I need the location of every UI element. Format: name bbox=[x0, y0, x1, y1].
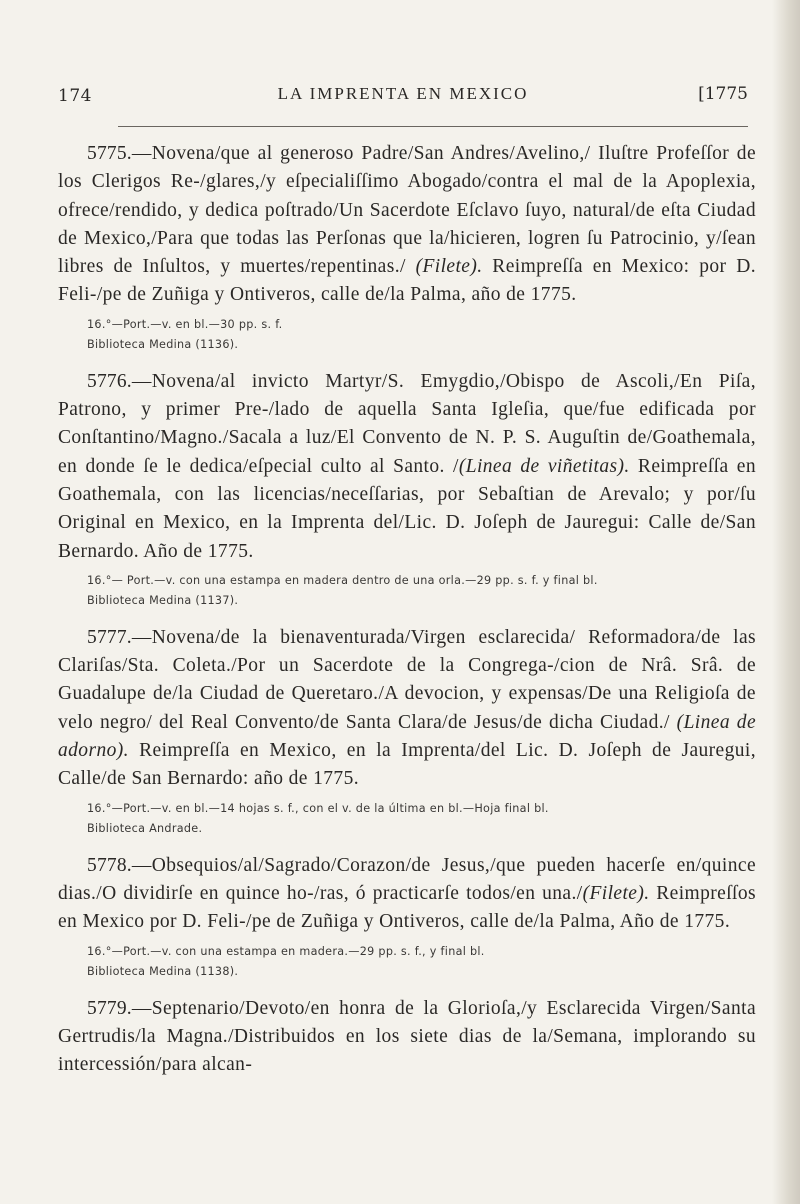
collation-note: 16.°—Port.—v. en bl.—30 pp. s. f. bbox=[87, 317, 283, 331]
entry-number: 5775. bbox=[87, 143, 132, 164]
ornament-note: (Linea de viñetitas). bbox=[458, 455, 630, 477]
entry-number: 5778. bbox=[87, 854, 132, 876]
header-year: [1775 bbox=[698, 84, 748, 104]
entry-imprint: Reimpreſſa en Mexico, en la Imprenta/del Lic. D. Joſeph de Jauregui, Calle/de San Bernardo: año de 1775. bbox=[58, 740, 756, 790]
entry-body bbox=[58, 852, 756, 937]
entry-body bbox=[58, 140, 756, 310]
entry-title: —Novena/que al generoso Padre/San Andres/Avelino,/ Iluſtre Profeſſor de los Clerigos Re-/glares,/y eſpecialiſſimo Abogado/contra el mal de la Apoplexia, ofrece/rendido, y dedica poſtrado/Un Sacerdote Eſclavo ſuyo, natural/de eſta Ciudad de Mexico,/Para que todas las Perſonas que la/hicieren, logren ſu Patrocinio, y/ſean libres de Inſultos, y muertes/repentinas./ bbox=[58, 143, 756, 278]
entry-5779 bbox=[58, 995, 756, 1080]
page-edge-shadow bbox=[772, 0, 800, 1204]
entry-notes bbox=[58, 799, 756, 840]
entry-body bbox=[58, 624, 756, 794]
collation-note: 16.°—Port.—v. con una estampa en madera.—29 pp. s. f., y final bl. bbox=[87, 944, 485, 958]
entry-imprint: Reimpreſſos en Mexico por D. Feli-/pe de Zuñiga y Ontiveros, calle de/la Palma, Año de 1775. bbox=[58, 882, 756, 933]
entry-5775 bbox=[58, 140, 756, 356]
library-note: Biblioteca Medina (1137). bbox=[87, 594, 239, 608]
running-title: LA IMPRENTA EN MEXICO bbox=[277, 84, 529, 103]
entry-title: —Septenario/Devoto/en honra de la Glorioſa,/y Esclarecida Virgen/Santa Gertrudis/la Magna./Distribuidos en los siete dias de la/Semana, implorando su intercessión/para alcan- bbox=[58, 997, 756, 1076]
entry-notes bbox=[58, 942, 756, 983]
library-note: Biblioteca Medina (1138). bbox=[87, 965, 239, 979]
entry-body bbox=[58, 995, 756, 1080]
page-number: 174 bbox=[58, 86, 92, 106]
entry-5777 bbox=[58, 624, 756, 840]
entry-number: 5776. bbox=[87, 370, 132, 392]
library-note: Biblioteca Andrade. bbox=[87, 822, 203, 836]
collation-note: 16.°— Port.—v. con una estampa en madera dentro de una orla.—29 pp. s. f. y final bl. bbox=[87, 573, 598, 587]
page-header bbox=[58, 82, 748, 110]
collation-note: 16.°—Port.—v. en bl.—14 hojas s. f., con el v. de la última en bl.—Hoja final bl. bbox=[87, 801, 549, 815]
entry-notes bbox=[58, 315, 756, 356]
entry-number: 5777. bbox=[87, 626, 132, 648]
entry-5776 bbox=[58, 368, 756, 612]
entry-title: —Obsequios/al/Sagrado/Corazon/de Jesus,/que pueden hacerſe en/quince dias./O dividirſe en quince ho-/ras, ó practicarſe todos/en una./ bbox=[58, 854, 756, 904]
entry-number: 5779. bbox=[87, 997, 132, 1019]
ornament-note: (Filete). bbox=[415, 256, 483, 278]
ornament-note: (Filete). bbox=[582, 882, 650, 904]
entry-5778 bbox=[58, 852, 756, 983]
entry-imprint: Reimpreſſa en Mexico: por D. Feli-/pe de Zuñiga y Ontiveros, calle de/la Palma, año de 1775. bbox=[58, 256, 756, 306]
header-rule bbox=[118, 126, 748, 127]
ornament-note: (Linea de adorno). bbox=[58, 711, 756, 762]
bibliography-entries bbox=[58, 140, 756, 1091]
library-note: Biblioteca Medina (1136). bbox=[87, 338, 239, 352]
entry-imprint: Reimpreſſa en Goathemala, con las licencias/neceſſarias, por Sebaſtian de Arevalo; y por/ſu Original en Mexico, en la Imprenta del/Lic. D. Joſeph de Jauregui: Calle de/San Bernardo. Año de 1775. bbox=[58, 455, 756, 562]
entry-title: —Novena/al invicto Martyr/S. Emygdio,/Obispo de Ascoli,/En Piſa, Patrono, y primer Pre-/lado de aquella Santa Igleſia, que/fue edificada por Conſtantino/Magno./Sacala a luz/El Convento de N. P. S. Auguſtin de/Goathemala, en donde ſe le dedica/eſpecial culto al Santo. / bbox=[58, 370, 756, 477]
entry-notes bbox=[58, 571, 756, 612]
entry-body bbox=[58, 368, 756, 566]
entry-title: —Novena/de la bienaventurada/Virgen esclarecida/ Reformadora/de las Clariſas/Sta. Coleta./Por un Sacerdote de la Congrega-/cion de Nrâ. Srâ. de Guadalupe de/la Ciudad de Queretaro./A devocion, y expensas/De una Religioſa de velo negro/ del Real Convento/de Santa Clara/de Jesus/de dicha Ciudad./ bbox=[58, 626, 756, 733]
